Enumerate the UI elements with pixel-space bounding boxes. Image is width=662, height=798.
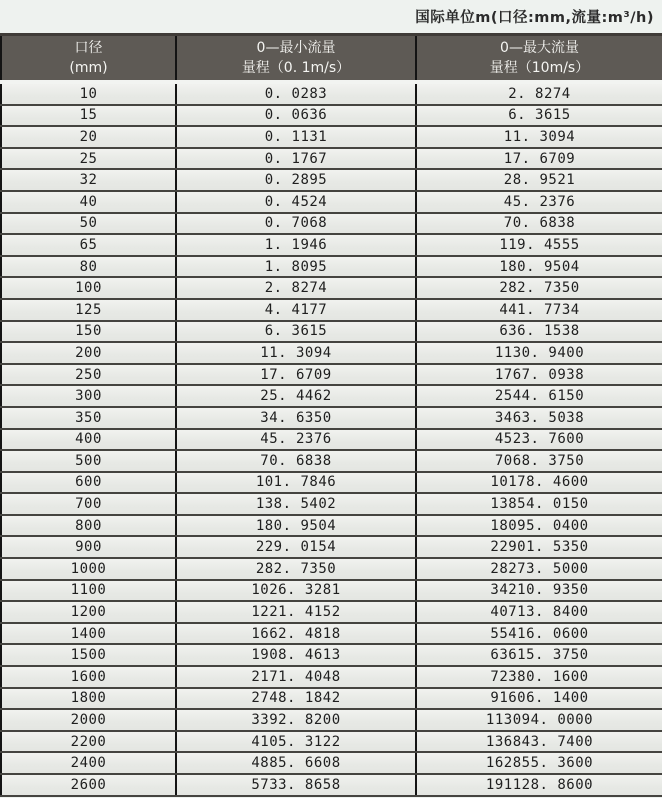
diameter-cell: 32 bbox=[1, 169, 176, 191]
header-row bbox=[1, 35, 662, 83]
table-row bbox=[1, 644, 662, 666]
table-row bbox=[1, 536, 662, 558]
min-flow-cell: 1662. 4818 bbox=[176, 623, 416, 645]
max-flow-cell: 45. 2376 bbox=[416, 191, 662, 213]
diameter-cell: 1100 bbox=[1, 580, 176, 602]
table-row bbox=[1, 126, 662, 148]
diameter-cell: 1200 bbox=[1, 601, 176, 623]
min-flow-cell: 17. 6709 bbox=[176, 364, 416, 386]
max-flow-cell: 72380. 1600 bbox=[416, 666, 662, 688]
table-row bbox=[1, 234, 662, 256]
table-row bbox=[1, 774, 662, 796]
max-flow-cell: 28273. 5000 bbox=[416, 558, 662, 580]
min-flow-cell: 70. 6838 bbox=[176, 450, 416, 472]
diameter-cell: 900 bbox=[1, 536, 176, 558]
table-row bbox=[1, 299, 662, 321]
table-row bbox=[1, 688, 662, 710]
diameter-cell: 350 bbox=[1, 407, 176, 429]
diameter-cell: 1600 bbox=[1, 666, 176, 688]
min-flow-cell: 0. 2895 bbox=[176, 169, 416, 191]
min-flow-cell: 1. 8095 bbox=[176, 256, 416, 278]
min-flow-cell: 3392. 8200 bbox=[176, 709, 416, 731]
min-flow-cell: 5733. 8658 bbox=[176, 774, 416, 796]
max-flow-cell: 6. 3615 bbox=[416, 105, 662, 127]
max-flow-cell: 119. 4555 bbox=[416, 234, 662, 256]
column-header-min-flow bbox=[176, 35, 416, 83]
diameter-cell: 80 bbox=[1, 256, 176, 278]
header-max-flow-line1: 0—最大流量 bbox=[500, 39, 579, 56]
max-flow-cell: 636. 1538 bbox=[416, 321, 662, 343]
table-row bbox=[1, 191, 662, 213]
diameter-cell: 25 bbox=[1, 148, 176, 170]
diameter-cell: 400 bbox=[1, 429, 176, 451]
table-row bbox=[1, 709, 662, 731]
table-row bbox=[1, 623, 662, 645]
header-max-flow-line2: 量程（10m/s） bbox=[489, 60, 590, 76]
min-flow-cell: 229. 0154 bbox=[176, 536, 416, 558]
max-flow-cell: 180. 9504 bbox=[416, 256, 662, 278]
max-flow-cell: 63615. 3750 bbox=[416, 644, 662, 666]
max-flow-cell: 441. 7734 bbox=[416, 299, 662, 321]
diameter-cell: 200 bbox=[1, 342, 176, 364]
diameter-cell: 2400 bbox=[1, 752, 176, 774]
table-row bbox=[1, 277, 662, 299]
max-flow-cell: 7068. 3750 bbox=[416, 450, 662, 472]
table-row bbox=[1, 558, 662, 580]
diameter-cell: 20 bbox=[1, 126, 176, 148]
diameter-cell: 40 bbox=[1, 191, 176, 213]
min-flow-cell: 2171. 4048 bbox=[176, 666, 416, 688]
max-flow-cell: 2. 8274 bbox=[416, 82, 662, 105]
max-flow-cell: 1130. 9400 bbox=[416, 342, 662, 364]
table-row bbox=[1, 429, 662, 451]
min-flow-cell: 0. 1767 bbox=[176, 148, 416, 170]
header-min-flow-line1: 0—最小流量 bbox=[256, 39, 336, 56]
diameter-cell: 1500 bbox=[1, 644, 176, 666]
max-flow-cell: 18095. 0400 bbox=[416, 515, 662, 537]
table-row bbox=[1, 666, 662, 688]
diameter-cell: 700 bbox=[1, 493, 176, 515]
max-flow-cell: 2544. 6150 bbox=[416, 385, 662, 407]
max-flow-cell: 70. 6838 bbox=[416, 213, 662, 235]
min-flow-cell: 0. 4524 bbox=[176, 191, 416, 213]
table-header bbox=[1, 35, 662, 83]
max-flow-cell: 11. 3094 bbox=[416, 126, 662, 148]
table-row bbox=[1, 169, 662, 191]
min-flow-cell: 4. 4177 bbox=[176, 299, 416, 321]
table-row bbox=[1, 342, 662, 364]
min-flow-cell: 2748. 1842 bbox=[176, 688, 416, 710]
max-flow-cell: 10178. 4600 bbox=[416, 472, 662, 494]
min-flow-cell: 1. 1946 bbox=[176, 234, 416, 256]
min-flow-cell: 34. 6350 bbox=[176, 407, 416, 429]
flow-table-body bbox=[1, 82, 662, 796]
column-header-diameter bbox=[1, 35, 176, 83]
min-flow-cell: 1908. 4613 bbox=[176, 644, 416, 666]
min-flow-cell: 0. 7068 bbox=[176, 213, 416, 235]
min-flow-cell: 0. 0636 bbox=[176, 105, 416, 127]
min-flow-cell: 101. 7846 bbox=[176, 472, 416, 494]
table-row bbox=[1, 450, 662, 472]
max-flow-cell: 3463. 5038 bbox=[416, 407, 662, 429]
table-row bbox=[1, 364, 662, 386]
table-row bbox=[1, 472, 662, 494]
max-flow-cell: 22901. 5350 bbox=[416, 536, 662, 558]
diameter-cell: 65 bbox=[1, 234, 176, 256]
table-row bbox=[1, 105, 662, 127]
diameter-cell: 125 bbox=[1, 299, 176, 321]
max-flow-cell: 17. 6709 bbox=[416, 148, 662, 170]
diameter-cell: 100 bbox=[1, 277, 176, 299]
header-diameter-line1: 口径 bbox=[74, 39, 103, 56]
min-flow-cell: 1221. 4152 bbox=[176, 601, 416, 623]
diameter-cell: 2200 bbox=[1, 731, 176, 753]
diameter-cell: 250 bbox=[1, 364, 176, 386]
max-flow-cell: 162855. 3600 bbox=[416, 752, 662, 774]
header-min-flow-line2: 量程（0. 1m/s） bbox=[241, 60, 351, 76]
diameter-cell: 600 bbox=[1, 472, 176, 494]
min-flow-cell: 4105. 3122 bbox=[176, 731, 416, 753]
flow-range-table bbox=[0, 33, 662, 797]
diameter-cell: 500 bbox=[1, 450, 176, 472]
table-row bbox=[1, 407, 662, 429]
table-row bbox=[1, 213, 662, 235]
min-flow-cell: 0. 0283 bbox=[176, 82, 416, 105]
min-flow-cell: 45. 2376 bbox=[176, 429, 416, 451]
min-flow-cell: 25. 4462 bbox=[176, 385, 416, 407]
max-flow-cell: 28. 9521 bbox=[416, 169, 662, 191]
max-flow-cell: 136843. 7400 bbox=[416, 731, 662, 753]
diameter-cell: 15 bbox=[1, 105, 176, 127]
table-row bbox=[1, 321, 662, 343]
max-flow-cell: 4523. 7600 bbox=[416, 429, 662, 451]
max-flow-cell: 55416. 0600 bbox=[416, 623, 662, 645]
max-flow-cell: 91606. 1400 bbox=[416, 688, 662, 710]
table-row bbox=[1, 148, 662, 170]
table-row bbox=[1, 515, 662, 537]
table-row bbox=[1, 731, 662, 753]
table-row bbox=[1, 752, 662, 774]
max-flow-cell: 13854. 0150 bbox=[416, 493, 662, 515]
diameter-cell: 2600 bbox=[1, 774, 176, 796]
diameter-cell: 800 bbox=[1, 515, 176, 537]
table-row bbox=[1, 82, 662, 105]
table-row bbox=[1, 493, 662, 515]
diameter-cell: 10 bbox=[1, 82, 176, 105]
diameter-cell: 50 bbox=[1, 213, 176, 235]
table-row bbox=[1, 580, 662, 602]
max-flow-cell: 1767. 0938 bbox=[416, 364, 662, 386]
min-flow-cell: 4885. 6608 bbox=[176, 752, 416, 774]
max-flow-cell: 113094. 0000 bbox=[416, 709, 662, 731]
table-row bbox=[1, 601, 662, 623]
min-flow-cell: 6. 3615 bbox=[176, 321, 416, 343]
min-flow-cell: 282. 7350 bbox=[176, 558, 416, 580]
min-flow-cell: 2. 8274 bbox=[176, 277, 416, 299]
diameter-cell: 150 bbox=[1, 321, 176, 343]
min-flow-cell: 1026. 3281 bbox=[176, 580, 416, 602]
column-header-max-flow bbox=[416, 35, 662, 83]
max-flow-cell: 191128. 8600 bbox=[416, 774, 662, 796]
diameter-cell: 1400 bbox=[1, 623, 176, 645]
diameter-cell: 300 bbox=[1, 385, 176, 407]
diameter-cell: 2000 bbox=[1, 709, 176, 731]
page-title: 国际单位m(口径:mm,流量:m³/h) bbox=[415, 10, 654, 26]
min-flow-cell: 11. 3094 bbox=[176, 342, 416, 364]
max-flow-cell: 282. 7350 bbox=[416, 277, 662, 299]
min-flow-cell: 0. 1131 bbox=[176, 126, 416, 148]
min-flow-cell: 138. 5402 bbox=[176, 493, 416, 515]
table-row bbox=[1, 385, 662, 407]
diameter-cell: 1800 bbox=[1, 688, 176, 710]
min-flow-cell: 180. 9504 bbox=[176, 515, 416, 537]
max-flow-cell: 40713. 8400 bbox=[416, 601, 662, 623]
header-diameter-line2: (mm) bbox=[69, 60, 108, 76]
table-row bbox=[1, 256, 662, 278]
max-flow-cell: 34210. 9350 bbox=[416, 580, 662, 602]
diameter-cell: 1000 bbox=[1, 558, 176, 580]
